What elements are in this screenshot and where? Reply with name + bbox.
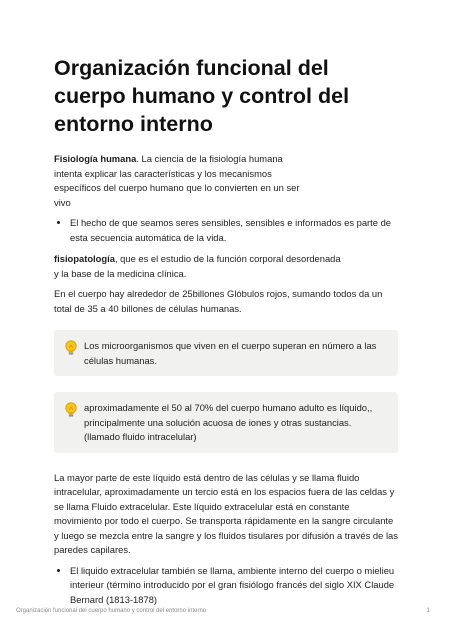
- page-footer: [16, 608, 430, 614]
- fluid-paragraph: La mayor parte de este líquido está dentro de las células y se llama fluido intracelular, aproximadamente un tercio está en los espacios fuera de las celdas y se llama Fluido extracelular. Este líquido extracelular está en constante movimiento por todo el cuerpo. Se transporta rápidamente en la sangre circulante y luego se mezcla entre la sangre y los fluidos tisulares por difusión a través de las paredes capilares.: [54, 471, 398, 555]
- page-number: 1: [426, 608, 430, 614]
- lightbulb-icon: [64, 339, 84, 361]
- page-content: [54, 54, 398, 614]
- callout-text: Los microorganismos que viven en el cuerpo superan en número a las células humanas.: [84, 340, 377, 366]
- bullet-list-2: [54, 564, 398, 608]
- pathophysiology-paragraph: [54, 252, 344, 281]
- callout-microorganisms: [54, 330, 398, 376]
- intro-paragraph: [54, 152, 310, 210]
- lightbulb-icon: [64, 401, 84, 423]
- cells-paragraph: En el cuerpo hay alrededor de 25billones Glóbulos rojos, sumando todos da un total de 35 a 40 billones de células humanas.: [54, 288, 383, 314]
- patho-term: fisiopatología: [54, 253, 115, 264]
- patho-text: , que es el estudio de la función corporal desordenada y la base de la medicina clínica.: [54, 253, 341, 279]
- callout-body-fluid: [54, 392, 398, 453]
- list-item: • El hecho de que seamos seres sensibles, sensibles e informados es parte de esta secuencia automática de la vida.: [70, 216, 398, 245]
- footer-title: Organización funcional del cuerpo humano y control del entorno interno: [16, 608, 207, 614]
- page-title: Organización funcional del cuerpo humano y control del entorno interno: [54, 56, 350, 136]
- callout-text: aproximadamente el 50 al 70% del cuerpo humano adulto es líquido,, principalmente una solución acuosa de iones y otras sustancias. (llamado fluido intracelular): [84, 402, 373, 442]
- bullet-list-1: [54, 216, 398, 245]
- list-item: • El liquido extracelular también se llama, ambiente interno del cuerpo o mielieu interieur (término introducido por el gran fisiólogo francés del siglo XIX Claude Bernard (1813-1878): [70, 564, 398, 608]
- intro-text: . La ciencia de la fisiología humana intenta explicar las características y los mecanismos específicos del cuerpo humano que lo convierten en un ser vivo: [54, 153, 300, 208]
- intro-term: Fisiología humana: [54, 153, 137, 164]
